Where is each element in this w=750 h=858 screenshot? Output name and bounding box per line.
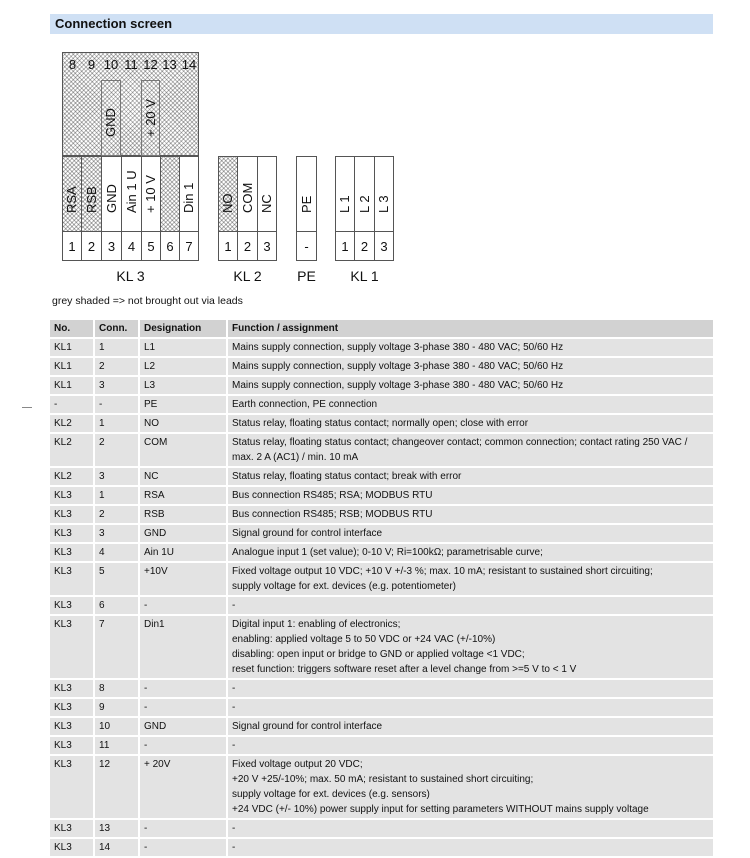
upper-gnd-slot (101, 80, 121, 156)
kl3-num-2 (81, 231, 102, 261)
cell-function: Status relay, floating status contact; changeover contact; common connection; contact rating 250 VAC / max. 2 A (AC1) / min. 10 mA (228, 434, 713, 468)
cell-conn: 6 (95, 597, 140, 616)
pe-slot (296, 156, 317, 232)
cell-no: KL3 (50, 544, 95, 563)
cell-no: - (50, 396, 95, 415)
kl1-number: 2 (360, 239, 369, 254)
kl3-num-7 (179, 231, 199, 261)
kl3-num-5 (141, 231, 161, 261)
cell-no: KL1 (50, 377, 95, 396)
cell-designation: COM (140, 434, 228, 468)
cell-conn: 2 (95, 358, 140, 377)
cell-conn: 3 (95, 377, 140, 396)
cell-no: KL3 (50, 839, 95, 858)
kl2-num-1 (218, 231, 238, 261)
upper-plus20-label: + 20 V (142, 99, 158, 137)
cell-conn: 14 (95, 839, 140, 858)
kl3-number: 4 (127, 239, 136, 254)
kl1-slot-1 (335, 156, 355, 232)
kl3-slot-6 (160, 156, 180, 232)
cell-designation: GND (140, 718, 228, 737)
kl3-signal: GND (103, 184, 119, 213)
table-row (50, 506, 713, 525)
kl3-signal: Ain 1 U (123, 170, 139, 213)
kl2-label: KL 2 (233, 268, 262, 284)
pin-number: 14 (181, 57, 197, 72)
cell-designation: PE (140, 396, 228, 415)
cell-designation: Ain 1U (140, 544, 228, 563)
cell-function: Mains supply connection, supply voltage 3-phase 380 - 480 VAC; 50/60 Hz (228, 377, 713, 396)
table-row (50, 487, 713, 506)
kl3-number: 7 (185, 239, 193, 254)
cell-no: KL3 (50, 487, 95, 506)
table-row (50, 415, 713, 434)
cell-conn: 3 (95, 525, 140, 544)
kl3-number: 6 (166, 239, 174, 254)
cell-designation: - (140, 737, 228, 756)
cell-designation: Din1 (140, 616, 228, 680)
header-designation: Designation (140, 320, 228, 339)
table-row (50, 358, 713, 377)
cell-function: Digital input 1: enabling of electronics; enabling: applied voltage 5 to 50 VDC or +24 VAC (+/-10%) disabling: open input or bridge to GND or applied voltage <1 VDC; reset function: triggers software reset after a level change from >=5 V to < 1 V (228, 616, 713, 680)
pin-number: 11 (124, 57, 138, 72)
cell-function: - (228, 737, 713, 756)
table-row (50, 544, 713, 563)
cell-function: Bus connection RS485; RSB; MODBUS RTU (228, 506, 713, 525)
cell-function: - (228, 699, 713, 718)
cell-conn: 11 (95, 737, 140, 756)
cell-function: Mains supply connection, supply voltage 3-phase 380 - 480 VAC; 50/60 Hz (228, 339, 713, 358)
cell-designation: RSA (140, 487, 228, 506)
kl1-num-2 (354, 231, 375, 261)
table-header-row (50, 320, 713, 339)
cell-no: KL3 (50, 737, 95, 756)
cell-conn: 3 (95, 468, 140, 487)
kl2-slot-1 (218, 156, 238, 232)
cell-conn: 5 (95, 563, 140, 597)
header-no: No. (50, 320, 95, 339)
kl3-slot-5 (141, 156, 161, 232)
kl3-number: 5 (147, 239, 155, 254)
cell-designation: GND (140, 525, 228, 544)
kl1-slot-2 (354, 156, 375, 232)
kl1-signal: L 3 (376, 195, 391, 213)
section-title: Connection screen (55, 16, 173, 31)
cell-conn: 1 (95, 487, 140, 506)
pin-number: 12 (143, 57, 158, 72)
cell-designation: - (140, 820, 228, 839)
shading-note: grey shaded => not brought out via leads (52, 295, 243, 307)
pe-number: - (304, 239, 309, 254)
header-conn: Conn. (95, 320, 140, 339)
cell-no: KL3 (50, 525, 95, 544)
cell-conn: 1 (95, 339, 140, 358)
cell-designation: - (140, 839, 228, 858)
cell-function: Status relay, floating status contact; normally open; close with error (228, 415, 713, 434)
cell-conn: 2 (95, 434, 140, 468)
cell-conn: 4 (95, 544, 140, 563)
table-row (50, 339, 713, 358)
kl2-num-2 (237, 231, 258, 261)
table-row (50, 396, 713, 415)
kl1-num-3 (374, 231, 394, 261)
cell-no: KL3 (50, 506, 95, 525)
cell-conn: 12 (95, 756, 140, 820)
pin-assignment-table (50, 320, 713, 858)
kl3-slot-7 (179, 156, 199, 232)
kl3-slot-3 (101, 156, 122, 232)
table-row (50, 820, 713, 839)
cell-conn: 10 (95, 718, 140, 737)
kl1-number: 3 (380, 239, 388, 254)
kl3-signal: Din 1 (181, 182, 196, 213)
cell-function: Analogue input 1 (set value); 0-10 V; Ri=100kΩ; parametrisable curve; (228, 544, 713, 563)
pin-number: 9 (87, 57, 96, 72)
upper-gnd-label: GND (103, 108, 118, 137)
pin-number: 8 (68, 57, 77, 72)
cell-function: Bus connection RS485; RSA; MODBUS RTU (228, 487, 713, 506)
cell-conn: 2 (95, 506, 140, 525)
table-row (50, 616, 713, 680)
cell-no: KL3 (50, 680, 95, 699)
cell-conn: - (95, 396, 140, 415)
cell-designation: + 20V (140, 756, 228, 820)
cell-function: Fixed voltage output 10 VDC; +10 V +/-3 %; max. 10 mA; resistant to sustained short circuiting; supply voltage for ext. devices (e.g. potentiometer) (228, 563, 713, 597)
pe-num (296, 231, 317, 261)
kl2-slot-3 (257, 156, 277, 232)
cell-no: KL3 (50, 616, 95, 680)
cell-designation: NC (140, 468, 228, 487)
cell-designation: RSB (140, 506, 228, 525)
cell-function: - (228, 820, 713, 839)
cell-designation: +10V (140, 563, 228, 597)
cell-designation: - (140, 597, 228, 616)
cell-no: KL2 (50, 434, 95, 468)
cell-no: KL2 (50, 468, 95, 487)
cell-no: KL3 (50, 718, 95, 737)
cell-function: Fixed voltage output 20 VDC; +20 V +25/-10%; max. 50 mA; resistant to sustained short circuiting; supply voltage for ext. devices (e.g. sensors) +24 VDC (+/- 10%) power supply input for setting parameters WITHOUT mains supply voltage (228, 756, 713, 820)
cell-function: Mains supply connection, supply voltage 3-phase 380 - 480 VAC; 50/60 Hz (228, 358, 713, 377)
cell-designation: L1 (140, 339, 228, 358)
kl3-num-1 (62, 231, 82, 261)
table-row (50, 434, 713, 468)
kl3-num-3 (101, 231, 122, 261)
kl2-signal: NC (259, 194, 274, 213)
kl2-num-3 (257, 231, 277, 261)
kl3-slot-2 (81, 156, 102, 232)
kl2-signal: COM (239, 182, 255, 213)
kl3-label: KL 3 (116, 268, 145, 284)
kl2-number: 2 (243, 239, 252, 254)
header-function: Function / assignment (228, 320, 713, 339)
kl1-label: KL 1 (350, 268, 379, 284)
kl3-number: 2 (87, 239, 96, 254)
kl3-num-4 (121, 231, 142, 261)
margin-mark (22, 407, 32, 408)
kl3-signal: RSA (64, 186, 79, 213)
kl3-signal: + 10 V (143, 175, 158, 213)
cell-designation: L2 (140, 358, 228, 377)
cell-no: KL1 (50, 339, 95, 358)
cell-function: Signal ground for control interface (228, 718, 713, 737)
table-row (50, 699, 713, 718)
upper-plus20-slot (141, 80, 160, 156)
cell-conn: 9 (95, 699, 140, 718)
table-row (50, 680, 713, 699)
cell-no: KL3 (50, 597, 95, 616)
section-title-bar (50, 14, 713, 34)
cell-no: KL3 (50, 563, 95, 597)
kl2-number: 3 (263, 239, 271, 254)
cell-function: - (228, 839, 713, 858)
kl1-signal: L 1 (337, 195, 352, 213)
kl2-signal: NO (220, 193, 235, 213)
table-body (50, 339, 713, 858)
kl1-num-1 (335, 231, 355, 261)
table-row (50, 718, 713, 737)
kl1-signal: L 2 (356, 195, 372, 213)
kl2-slot-2 (237, 156, 258, 232)
cell-designation: - (140, 699, 228, 718)
kl3-signal: RSB (83, 186, 99, 213)
pin-number: 13 (162, 57, 177, 72)
cell-conn: 8 (95, 680, 140, 699)
cell-no: KL2 (50, 415, 95, 434)
cell-designation: - (140, 680, 228, 699)
cell-function: - (228, 680, 713, 699)
table-row (50, 525, 713, 544)
pe-signal: PE (298, 195, 314, 213)
table-row (50, 468, 713, 487)
pe-label: PE (297, 268, 316, 284)
cell-conn: 1 (95, 415, 140, 434)
kl1-number: 1 (341, 239, 349, 254)
kl3-slot-4 (121, 156, 142, 232)
kl3-number: 1 (68, 239, 76, 254)
table-row (50, 563, 713, 597)
pin-number: 10 (103, 57, 119, 72)
cell-function: - (228, 597, 713, 616)
kl2-number: 1 (224, 239, 232, 254)
cell-designation: L3 (140, 377, 228, 396)
table-row (50, 377, 713, 396)
table-row (50, 756, 713, 820)
cell-no: KL1 (50, 358, 95, 377)
kl3-num-6 (160, 231, 180, 261)
cell-function: Signal ground for control interface (228, 525, 713, 544)
cell-conn: 7 (95, 616, 140, 680)
cell-function: Status relay, floating status contact; break with error (228, 468, 713, 487)
kl3-slot-1 (62, 156, 82, 232)
kl3-number: 3 (107, 239, 116, 254)
kl1-slot-3 (374, 156, 394, 232)
cell-no: KL3 (50, 756, 95, 820)
cell-conn: 13 (95, 820, 140, 839)
cell-no: KL3 (50, 699, 95, 718)
table-row (50, 597, 713, 616)
cell-designation: NO (140, 415, 228, 434)
table-row (50, 737, 713, 756)
cell-no: KL3 (50, 820, 95, 839)
cell-function: Earth connection, PE connection (228, 396, 713, 415)
